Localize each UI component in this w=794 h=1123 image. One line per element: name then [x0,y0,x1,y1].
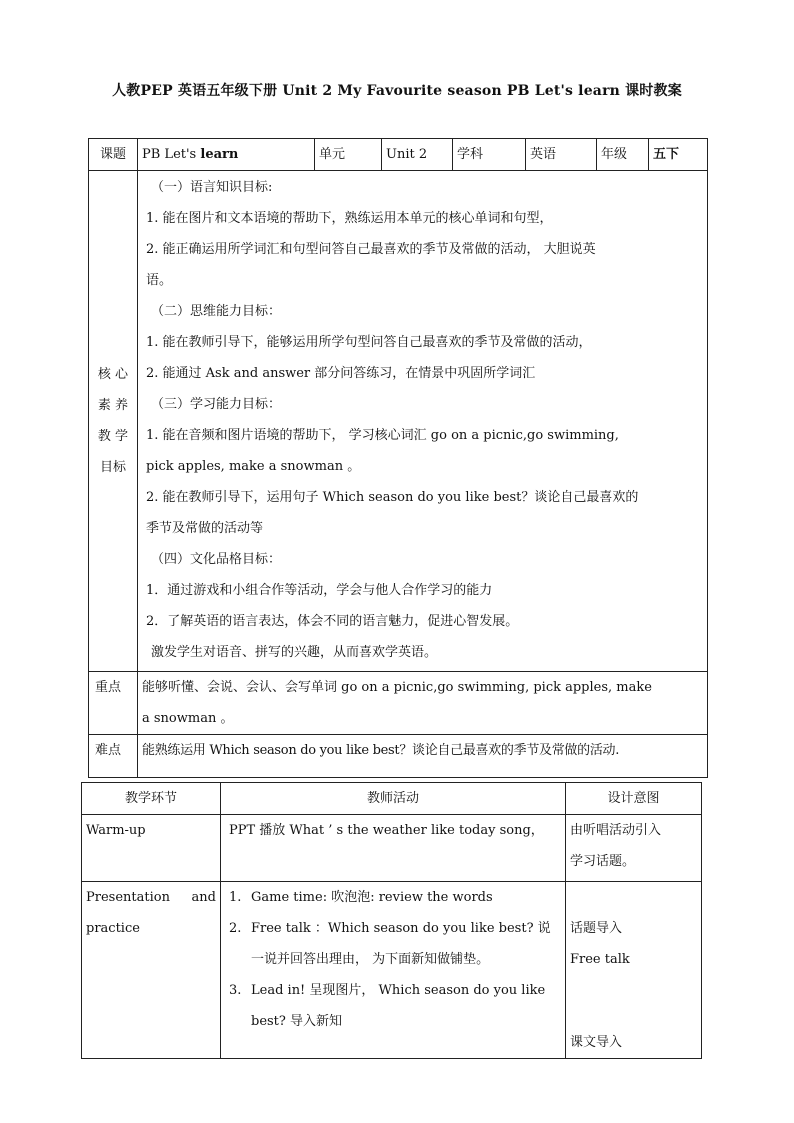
grade-label: 年级 [597,139,649,171]
goal-line: 语。 [146,273,173,288]
key-point-line: 能够听懂、会说、会认、会写单词 go on a picnic,go swimming, pick apples, make [142,680,652,695]
activity-item [229,913,561,944]
intent-line: Free talk [570,952,630,967]
goal-line: （四）文化品格目标： [151,552,282,567]
goal-line: （二）思维能力目标： [151,304,282,319]
header-activity: 教师活动 [221,783,566,815]
header-intent: 设计意图 [566,783,702,815]
item-number: 1. [229,890,242,905]
presentation-activity [221,882,566,1059]
goal-line: 1．通过游戏和小组合作等活动，学会与他人合作学习的能力 [146,583,493,598]
goal-line: 2．了解英语的语言表达，体会不同的语言魅力，促进心智发展。 [146,614,519,629]
warmup-row [82,815,702,882]
goals-label-line: 核 心 [97,367,129,382]
warmup-intent [566,815,702,882]
goals-label-line: 教 学 [97,429,129,444]
difficulty-label: 难点 [89,735,138,778]
difficulty-row [89,735,708,778]
item-number: 3. [229,983,242,998]
key-point-line: a snowman 。 [142,711,234,726]
intent-line: 课文导入 [570,1035,623,1050]
stage-word: and [191,890,216,905]
subject-label: 学科 [453,139,526,171]
warmup-intent-line: 由听唱活动引入 [570,823,662,838]
presentation-stage-line1 [86,882,216,913]
difficulty-text: 能熟练运用 Which season do you like best？谈论自己最喜欢的季节及常做的活动. [142,743,620,758]
activity-item [229,882,561,913]
presentation-row [82,882,702,1059]
item-text: Lead in! 呈现图片， Which season do you like [251,983,546,998]
goal-line: 激发学生对语音、拼写的兴趣，从而喜欢学英语。 [151,645,438,660]
item-text: Game time: 吹泡泡: review the words [251,890,493,905]
lesson-info-table [88,138,708,778]
intent-line: 话题导入 [570,921,623,936]
goal-line: （三）学习能力目标： [151,397,282,412]
goal-line: 季节及常做的活动等 [146,521,264,536]
presentation-intent [566,882,702,1059]
goals-label-line: 目标 [99,460,126,475]
header-stage: 教学环节 [82,783,221,815]
goal-line: （一）语言知识目标: [151,180,273,195]
goals-row [89,171,708,672]
goals-label [89,171,138,672]
goal-line: 1. 能在图片和文本语境的帮助下，熟练运用本单元的核心单词和句型， [146,211,553,226]
subject-value: 英语 [526,139,597,171]
item-text-cont: 一说并回答出理由， 为下面新知做铺垫。 [251,952,490,967]
goal-line: 1. 能在教师引导下，能够运用所学句型问答自己最喜欢的季节及常做的活动， [146,335,592,350]
unit-label: 单元 [315,139,382,171]
goal-line: 2. 能在教师引导下，运用句子 Which season do you like best？谈论自己最喜欢的 [146,490,639,505]
info-row [89,139,708,171]
warmup-intent-line: 学习话题。 [570,854,636,869]
topic-value: PB Let's learn [138,139,315,171]
unit-value: Unit 2 [382,139,453,171]
stage-word: Presentation [86,890,170,905]
warmup-stage: Warm-up [82,815,221,882]
topic-label: 课题 [89,139,138,171]
key-point-label: 重点 [89,672,138,735]
goal-line: 2. 能通过 Ask and answer 部分问答练习，在情景中巩固所学词汇 [146,366,536,381]
key-point-content [138,672,708,735]
goals-content [138,171,708,672]
goal-line: 1. 能在音频和图片语境的帮助下， 学习核心词汇 go on a picnic,go swimming, [146,428,619,443]
goal-line: 2. 能正确运用所学词汇和句型问答自己最喜欢的季节及常做的活动， 大胆说英 [146,242,596,257]
goal-line: pick apples, make a snowman 。 [146,459,361,474]
item-text-cont: best? 导入新知 [251,1014,343,1029]
presentation-stage [82,882,221,1059]
document-title: 人教PEP 英语五年级下册 Unit 2 My Favourite season PB Let's learn 课时教案 [112,83,682,99]
teaching-process-table [81,782,702,1059]
item-number: 2. [229,921,242,936]
activity-item [229,975,561,1006]
difficulty-content [138,735,708,778]
warmup-activity: PPT 播放 What ’ s the weather like today song， [221,815,566,882]
key-point-row [89,672,708,735]
grade-value: 五下 [649,139,708,171]
presentation-stage-line2: practice [86,921,140,936]
goals-label-line: 素 养 [97,398,129,413]
process-header-row [82,783,702,815]
item-text: Free talk ：Which season do you like best? 说 [251,921,551,936]
